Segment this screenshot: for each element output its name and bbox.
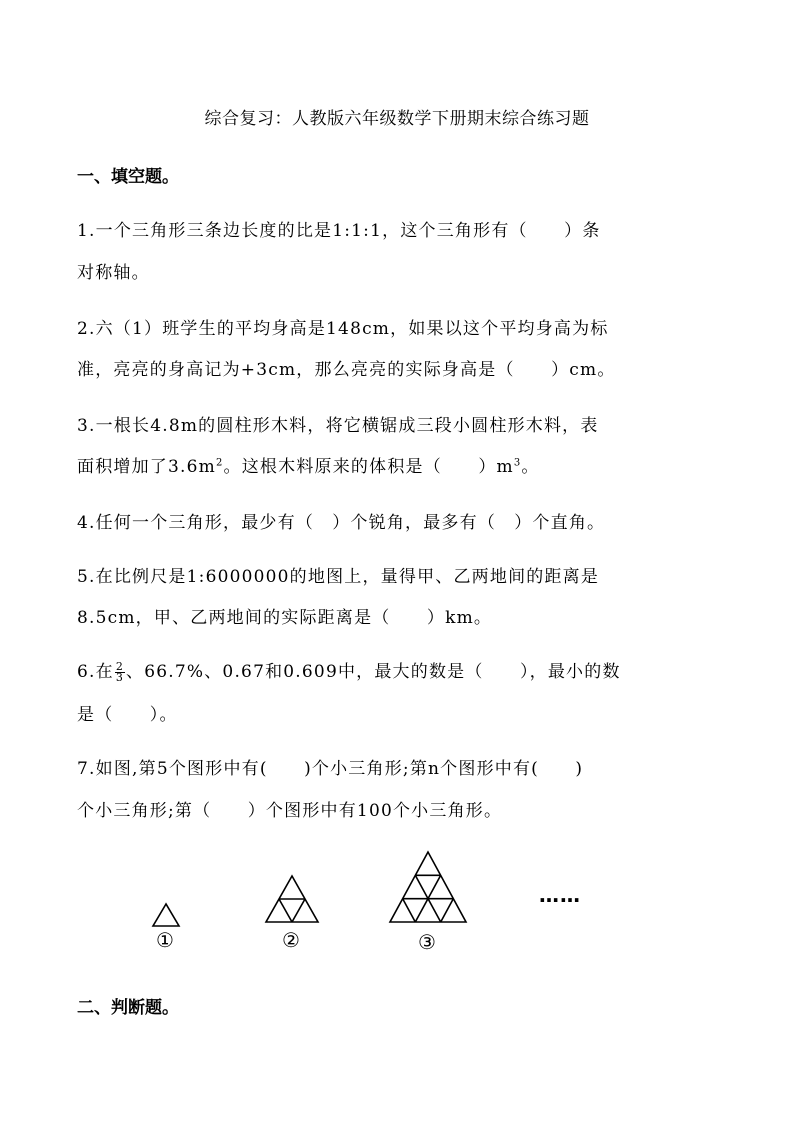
question-1-line-2: 对称轴。: [77, 263, 150, 283]
fraction-two-thirds: [115, 662, 125, 683]
triangle-figure-3: [390, 852, 466, 922]
question-3-line-1: 3.一根长4.8m的圆柱形木料，将它横锯成三段小圆柱形木料，表: [77, 416, 599, 436]
superscript-3: 3: [513, 457, 522, 469]
question-5-line-1: 5.在比例尺是1:6000000的地图上，量得甲、乙两地间的距离是: [77, 567, 600, 587]
ellipsis: ……: [539, 883, 581, 907]
question-3-text-a: 面积增加了3.6m: [77, 457, 216, 477]
triangle-figure-1: [153, 904, 179, 926]
question-7-line-2: 个小三角形;第（ ）个图形中有100个小三角形。: [77, 801, 503, 821]
question-4-line-1: 4.任何一个三角形，最少有（ ）个锐角，最多有（ ）个直角。: [77, 513, 606, 533]
question-1-line-1: 1.一个三角形三条边长度的比是1:1:1，这个三角形有（ ）条: [77, 221, 601, 241]
section-heading-true-false: 二、判断题。: [77, 998, 179, 1018]
page-title: 综合复习：人教版六年级数学下册期末综合练习题: [204, 109, 590, 129]
question-7-line-1: 7.如图,第5个图形中有( )个小三角形;第n个图形中有( ): [77, 759, 584, 779]
question-3-line-2: [77, 452, 717, 477]
question-3-text-b: 。这根木料原来的体积是（ ）m: [223, 457, 514, 477]
fraction-numerator: 2: [115, 660, 125, 673]
figure-label-3: ③: [418, 930, 436, 954]
question-6-text-b: 、66.7%、0.67和0.609中，最大的数是（ ），最小的数: [126, 662, 621, 682]
section-heading-fill-in: 一、填空题。: [77, 167, 179, 187]
triangle-figure-2: [266, 876, 318, 922]
superscript-2: 2: [215, 457, 224, 469]
figure-label-1: ①: [156, 928, 174, 952]
question-6-text-a: 6.在: [77, 662, 114, 682]
question-5-line-2: 8.5cm，甲、乙两地间的实际距离是（ ）km。: [77, 608, 493, 628]
question-2-line-1: 2.六（1）班学生的平均身高是148cm，如果以这个平均身高为标: [77, 319, 609, 339]
triangle-pattern-figure: [0, 840, 794, 960]
figure-label-2: ②: [282, 928, 300, 952]
question-3-text-c: 。: [521, 457, 540, 477]
fraction-denominator: 3: [115, 671, 125, 684]
question-6-line-2: 是（ ）。: [77, 705, 178, 725]
question-6-line-1: [77, 657, 717, 683]
question-2-line-2: 准，亮亮的身高记为+3cm，那么亮亮的实际身高是（ ）cm。: [77, 360, 616, 380]
